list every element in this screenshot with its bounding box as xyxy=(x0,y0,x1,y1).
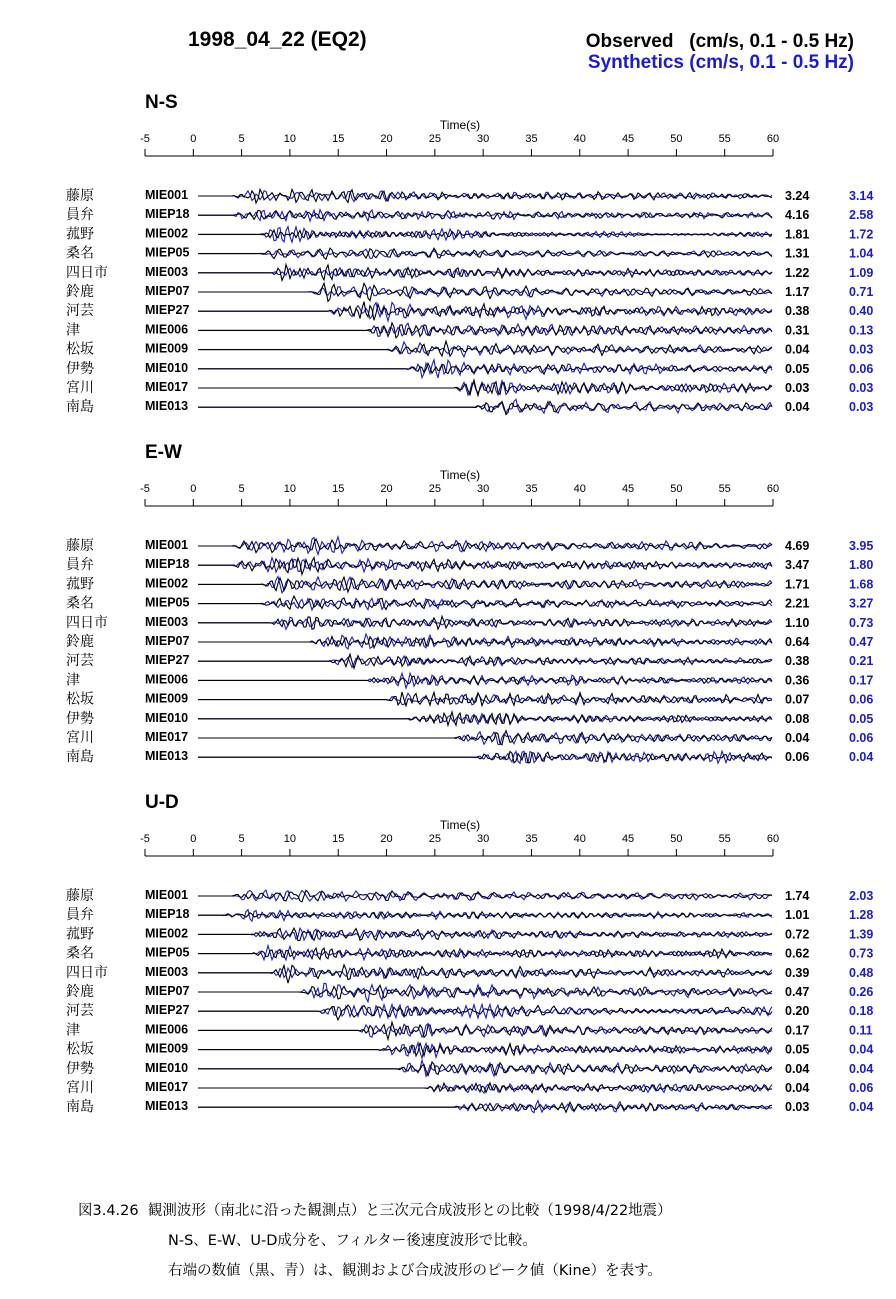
observed-peak: 0.38 xyxy=(785,304,810,319)
station-name: 員弁 xyxy=(66,207,94,224)
synthetic-peak: 0.47 xyxy=(849,635,874,649)
observed-peak: 0.06 xyxy=(785,750,810,765)
tick-label: 5 xyxy=(238,483,245,495)
station-code: MIE013 xyxy=(145,399,189,414)
panel-title: N-S xyxy=(145,92,178,113)
tick-label: 50 xyxy=(670,483,683,495)
observed-peak: 0.36 xyxy=(785,673,810,688)
station-name: 菰野 xyxy=(66,226,94,243)
tick-label: 25 xyxy=(428,483,441,495)
tick-label: 45 xyxy=(621,833,635,845)
tick-label: 25 xyxy=(428,133,441,145)
observed-trace xyxy=(198,890,772,902)
synthetic-peak: 0.73 xyxy=(849,946,874,961)
observed-peak: 1.10 xyxy=(785,615,810,630)
observed-peak: 2.21 xyxy=(785,596,810,611)
observed-peak: 0.03 xyxy=(785,1100,810,1115)
observed-trace xyxy=(198,712,772,725)
observed-peak: 0.62 xyxy=(785,946,810,961)
tick-label: 55 xyxy=(718,483,731,495)
observed-peak: 0.07 xyxy=(785,692,810,707)
caption-line-3: 右端の数値（黒、青）は、観測および合成波形のピーク値（Kine）を表す。 xyxy=(168,1263,662,1279)
observed-peak: 0.47 xyxy=(785,985,810,999)
observed-trace xyxy=(198,965,772,983)
station-name: 宮川 xyxy=(66,1080,94,1096)
station-name: 南島 xyxy=(66,749,94,766)
synthetic-peak: 1.04 xyxy=(849,246,874,261)
observed-trace xyxy=(198,210,772,219)
station-name: 宮川 xyxy=(66,380,94,396)
synthetic-peak: 1.72 xyxy=(849,227,874,242)
station-code: MIEP18 xyxy=(145,907,190,922)
observed-trace xyxy=(198,1005,772,1020)
legend-observed: Observed (cm/s, 0.1 - 0.5 Hz) xyxy=(585,31,854,52)
station-code: MIE017 xyxy=(145,380,189,394)
station-name: 藤原 xyxy=(66,888,94,904)
legend-synthetics: Synthetics (cm/s, 0.1 - 0.5 Hz) xyxy=(587,52,854,73)
station-code: MIEP27 xyxy=(145,1003,190,1018)
station-code: MIE006 xyxy=(145,672,189,687)
observed-peak: 0.64 xyxy=(785,635,810,649)
synthetic-peak: 0.03 xyxy=(849,400,874,415)
station-code: MIE010 xyxy=(145,710,189,725)
synthetic-peak: 0.26 xyxy=(849,985,874,999)
tick-label: -5 xyxy=(140,483,150,495)
station-name: 松坂 xyxy=(66,1041,94,1058)
observed-peak: 4.16 xyxy=(785,208,810,223)
synthetic-peak: 0.21 xyxy=(849,654,874,669)
station-code: MIE003 xyxy=(145,964,189,979)
synthetic-peak: 0.03 xyxy=(849,381,874,395)
observed-peak: 1.31 xyxy=(785,246,810,261)
tick-label: 15 xyxy=(332,483,345,495)
synthetic-peak: 0.04 xyxy=(849,750,874,765)
observed-peak: 0.04 xyxy=(785,400,810,415)
axis-label: Time(s) xyxy=(439,118,481,132)
observed-peak: 4.69 xyxy=(785,539,810,553)
station-code: MIEP27 xyxy=(145,653,190,668)
station-name: 四日市 xyxy=(66,614,108,631)
synthetic-peak: 0.13 xyxy=(849,323,874,338)
tick-label: 55 xyxy=(718,133,731,145)
tick-label: 45 xyxy=(621,133,635,145)
station-code: MIE002 xyxy=(145,226,189,241)
station-name: 四日市 xyxy=(66,264,108,281)
tick-label: 10 xyxy=(283,483,297,495)
synthetic-peak: 0.06 xyxy=(849,361,874,376)
synthetic-peak: 0.06 xyxy=(849,731,874,745)
tick-label: 15 xyxy=(332,133,345,145)
station-name: 河芸 xyxy=(66,303,94,320)
observed-trace xyxy=(198,380,772,395)
tick-label: 5 xyxy=(238,133,245,145)
observed-peak: 0.03 xyxy=(785,381,810,395)
station-name: 員弁 xyxy=(66,557,94,574)
tick-label: 20 xyxy=(380,833,393,845)
station-code: MIE001 xyxy=(145,538,189,552)
tick-label: 0 xyxy=(190,833,197,845)
station-code: MIEP18 xyxy=(145,557,190,572)
tick-label: 0 xyxy=(190,133,197,145)
synthetic-peak: 0.04 xyxy=(849,1100,874,1115)
tick-label: 30 xyxy=(477,483,490,495)
synthetic-peak: 0.18 xyxy=(849,1004,874,1019)
tick-label: -5 xyxy=(140,133,150,145)
synthetic-peak: 3.27 xyxy=(849,596,874,611)
observed-peak: 0.04 xyxy=(785,342,810,357)
synthetic-peak: 0.48 xyxy=(849,965,874,980)
tick-label: 50 xyxy=(670,833,683,845)
axis-label: Time(s) xyxy=(439,468,481,482)
synthetic-peak: 0.05 xyxy=(849,711,874,726)
synthetic-peak: 0.73 xyxy=(849,615,874,630)
synthetic-peak: 1.09 xyxy=(849,265,874,280)
observed-trace xyxy=(198,1083,772,1093)
station-name: 桑名 xyxy=(66,245,94,262)
observed-peak: 1.22 xyxy=(785,265,810,280)
figure-caption xyxy=(78,1196,672,1286)
observed-peak: 0.05 xyxy=(785,1042,810,1057)
caption-line-2: N-S、E-W、U-D成分を、フィルター後速度波形で比較。 xyxy=(168,1233,537,1249)
synthetic-peak: 0.06 xyxy=(849,692,874,707)
station-name: 鈴鹿 xyxy=(66,284,94,300)
station-code: MIE017 xyxy=(145,730,189,744)
tick-label: 60 xyxy=(766,133,780,145)
observed-peak: 0.08 xyxy=(785,711,810,726)
station-code: MIEP05 xyxy=(145,245,190,260)
station-name: 津 xyxy=(66,1022,80,1039)
station-name: 伊勢 xyxy=(66,1060,94,1077)
station-code: MIEP07 xyxy=(145,984,190,998)
station-name: 河芸 xyxy=(66,653,94,670)
station-name: 桑名 xyxy=(66,595,94,612)
station-name: 南島 xyxy=(66,1099,94,1116)
station-name: 津 xyxy=(66,322,80,339)
observed-peak: 0.39 xyxy=(785,965,810,980)
station-name: 四日市 xyxy=(66,964,108,981)
station-name: 松坂 xyxy=(66,341,94,358)
observed-trace xyxy=(198,302,772,321)
station-code: MIE006 xyxy=(145,1022,189,1037)
station-code: MIE009 xyxy=(145,691,189,706)
synthetic-peak: 0.04 xyxy=(849,1061,874,1076)
station-code: MIE010 xyxy=(145,1060,189,1075)
tick-label: 40 xyxy=(573,483,586,495)
synthetic-peak: 0.40 xyxy=(849,304,874,319)
station-name: 松坂 xyxy=(66,691,94,708)
station-code: MIE006 xyxy=(145,322,189,337)
station-code: MIEP05 xyxy=(145,945,190,960)
synthetic-peak: 0.11 xyxy=(849,1023,873,1038)
tick-label: 20 xyxy=(380,133,393,145)
tick-label: 10 xyxy=(283,133,297,145)
tick-label: 35 xyxy=(525,483,538,495)
station-code: MIE002 xyxy=(145,576,189,591)
station-name: 藤原 xyxy=(66,538,94,554)
station-name: 伊勢 xyxy=(66,360,94,377)
station-name: 菰野 xyxy=(66,576,94,593)
station-code: MIE013 xyxy=(145,749,189,764)
station-name: 菰野 xyxy=(66,926,94,943)
observed-peak: 0.72 xyxy=(785,927,810,942)
observed-trace xyxy=(198,654,772,668)
observed-peak: 1.17 xyxy=(785,285,810,299)
station-name: 鈴鹿 xyxy=(66,634,94,650)
station-code: MIE003 xyxy=(145,614,189,629)
observed-peak: 0.04 xyxy=(785,731,810,745)
tick-label: 30 xyxy=(477,833,490,845)
station-code: MIE009 xyxy=(145,1041,189,1056)
station-code: MIE017 xyxy=(145,1080,189,1094)
station-name: 員弁 xyxy=(66,907,94,924)
tick-label: 60 xyxy=(766,483,780,495)
panel-title: E-W xyxy=(145,442,182,463)
synthetic-peak: 0.04 xyxy=(849,1042,874,1057)
station-code: MIE010 xyxy=(145,360,189,375)
tick-label: 35 xyxy=(525,133,538,145)
tick-label: 60 xyxy=(766,833,780,845)
observed-peak: 0.04 xyxy=(785,1081,810,1095)
observed-peak: 1.81 xyxy=(785,227,810,242)
observed-peak: 0.04 xyxy=(785,1061,810,1076)
observed-trace xyxy=(198,985,772,999)
tick-label: 25 xyxy=(428,833,441,845)
tick-label: 45 xyxy=(621,483,635,495)
station-name: 河芸 xyxy=(66,1003,94,1020)
synthetic-peak: 1.28 xyxy=(849,908,874,923)
tick-label: 35 xyxy=(525,833,538,845)
station-name: 南島 xyxy=(66,399,94,416)
station-name: 宮川 xyxy=(66,730,94,746)
observed-peak: 1.71 xyxy=(785,577,810,592)
synthetic-trace xyxy=(198,210,772,221)
synthetic-peak: 0.17 xyxy=(849,673,874,688)
station-code: MIEP18 xyxy=(145,207,190,222)
station-name: 桑名 xyxy=(66,945,94,962)
observed-peak: 0.17 xyxy=(785,1023,810,1038)
observed-peak: 0.38 xyxy=(785,654,810,669)
observed-trace xyxy=(198,283,772,301)
synthetic-peak: 1.39 xyxy=(849,927,874,942)
station-name: 鈴鹿 xyxy=(66,984,94,1000)
observed-trace xyxy=(198,363,772,374)
tick-label: 40 xyxy=(573,133,586,145)
tick-label: 55 xyxy=(718,833,731,845)
tick-label: 0 xyxy=(190,483,197,495)
station-code: MIE001 xyxy=(145,188,189,202)
axis-label: Time(s) xyxy=(439,818,481,832)
tick-label: 5 xyxy=(238,833,245,845)
tick-label: 15 xyxy=(332,833,345,845)
tick-label: 30 xyxy=(477,133,490,145)
observed-peak: 1.01 xyxy=(785,908,810,923)
observed-trace xyxy=(198,323,772,338)
observed-peak: 3.47 xyxy=(785,558,810,573)
station-code: MIE009 xyxy=(145,341,189,356)
observed-trace xyxy=(198,636,772,647)
tick-label: 50 xyxy=(670,133,683,145)
synthetic-peak: 3.14 xyxy=(849,189,874,203)
station-code: MIE003 xyxy=(145,264,189,279)
observed-peak: 0.20 xyxy=(785,1004,810,1019)
observed-peak: 0.05 xyxy=(785,361,810,376)
station-name: 伊勢 xyxy=(66,710,94,727)
observed-peak: 3.24 xyxy=(785,189,810,203)
station-code: MIE001 xyxy=(145,888,189,902)
station-code: MIEP07 xyxy=(145,284,190,298)
figure-title: 1998_04_22 (EQ2) xyxy=(188,28,367,51)
panel-title: U-D xyxy=(145,792,179,813)
synthetic-peak: 1.68 xyxy=(849,577,874,592)
synthetic-peak: 0.71 xyxy=(849,285,874,299)
synthetic-peak: 2.58 xyxy=(849,208,874,223)
tick-label: 20 xyxy=(380,483,393,495)
synthetic-peak: 0.06 xyxy=(849,1081,874,1095)
observed-trace xyxy=(198,948,772,959)
station-name: 藤原 xyxy=(66,188,94,204)
tick-label: 10 xyxy=(283,833,297,845)
station-name: 津 xyxy=(66,672,80,689)
observed-peak: 0.31 xyxy=(785,323,810,338)
tick-label: 40 xyxy=(573,833,586,845)
station-code: MIE013 xyxy=(145,1099,189,1114)
synthetic-peak: 1.80 xyxy=(849,558,874,573)
synthetic-peak: 3.95 xyxy=(849,539,874,553)
station-code: MIEP07 xyxy=(145,634,190,648)
station-code: MIEP05 xyxy=(145,595,190,610)
station-code: MIE002 xyxy=(145,926,189,941)
caption-line-1: 図3.4.26 観測波形（南北に沿った観測点）と三次元合成波形との比較（1998/4/22地震） xyxy=(78,1203,672,1219)
observed-trace xyxy=(198,1102,772,1112)
station-code: MIEP27 xyxy=(145,303,190,318)
observed-trace xyxy=(198,265,772,281)
synthetic-trace xyxy=(198,323,772,336)
synthetic-peak: 0.03 xyxy=(849,342,874,357)
observed-peak: 1.74 xyxy=(785,889,810,903)
tick-label: -5 xyxy=(140,833,150,845)
synthetic-peak: 2.03 xyxy=(849,889,874,903)
